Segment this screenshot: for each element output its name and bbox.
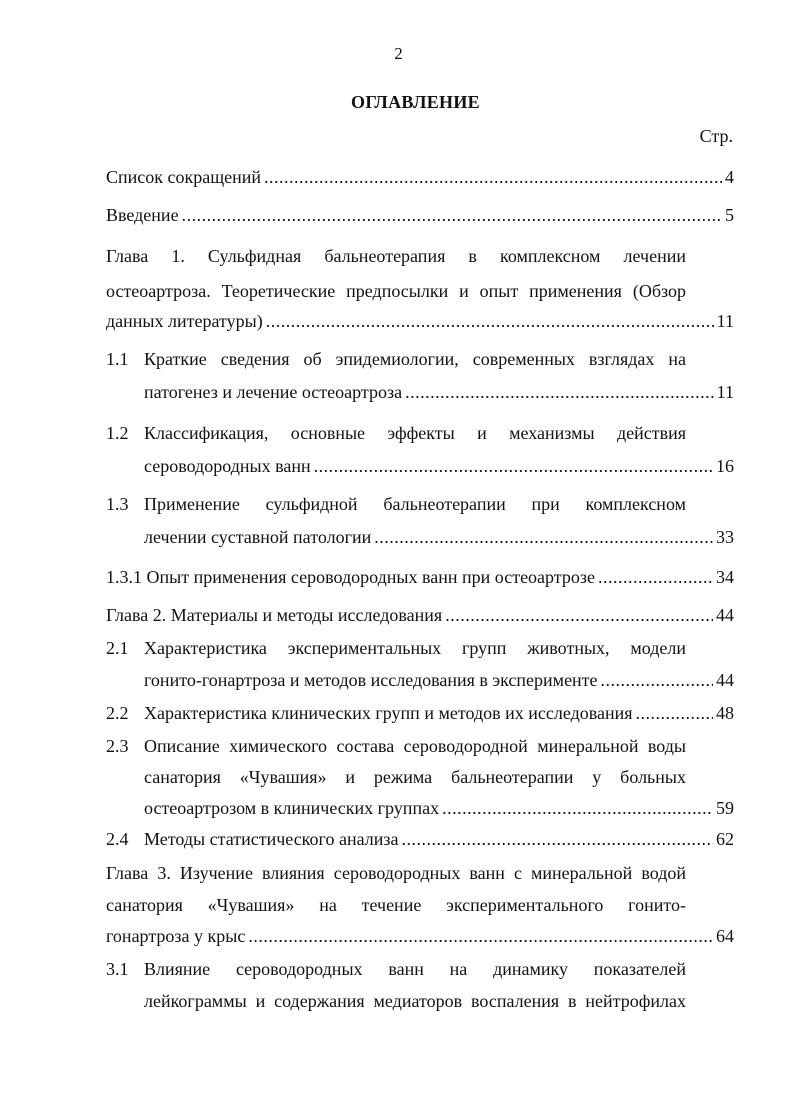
leader-dots xyxy=(598,566,713,588)
toc-entry-title: патогенез и лечение остеоартроза xyxy=(144,382,403,402)
toc-entry-page: 16 xyxy=(716,456,734,476)
toc-entry-page: 33 xyxy=(716,527,734,547)
toc-entry-title: гонартроза у крыс xyxy=(106,926,246,946)
toc-section-2-4[interactable] xyxy=(144,828,734,850)
toc-section-3-1-line1[interactable]: Влияние сероводородных ванн на динамику показателей xyxy=(144,959,686,979)
toc-chapter3-line3[interactable] xyxy=(106,925,734,947)
toc-section-1-1-line2[interactable] xyxy=(144,381,734,403)
toc-entry-title: сероводородных ванн xyxy=(144,456,311,476)
toc-entry-title: Глава 2. Материалы и методы исследования xyxy=(106,605,443,625)
toc-chapter3-line1[interactable]: Глава 3. Изучение влияния сероводородных ванн с минеральной водой xyxy=(106,863,686,883)
toc-section-2-1-line2[interactable] xyxy=(144,669,734,691)
toc-section-2-1-line1[interactable]: Характеристика экспериментальных групп животных, модели xyxy=(144,638,686,658)
section-number: 2.3 xyxy=(106,736,129,756)
toc-section-2-3-line2[interactable]: санатория «Чувашия» и режима бальнеотерапии у больных xyxy=(144,767,686,787)
leader-dots xyxy=(248,925,713,947)
toc-entry-page: 62 xyxy=(716,829,734,849)
toc-section-1-3-line2[interactable] xyxy=(144,526,734,548)
leader-dots xyxy=(442,797,713,819)
toc-section-1-1-line1[interactable]: Краткие сведения об эпидемиологии, современных взглядах на xyxy=(144,349,686,369)
toc-entry-title: остеоартрозом в клинических группах xyxy=(144,798,440,818)
toc-section-2-2[interactable] xyxy=(144,702,734,724)
toc-chapter3-line2[interactable]: санатория «Чувашия» на течение экспериментального гонито- xyxy=(106,895,686,915)
toc-entry-title: лечении суставной патологии xyxy=(144,527,372,547)
toc-section-1-3-line1[interactable]: Применение сульфидной бальнеотерапии при комплексном xyxy=(144,494,686,514)
toc-entry-title: Список сокращений xyxy=(106,167,261,187)
page-column-label: Стр. xyxy=(699,126,733,146)
section-number: 1.2 xyxy=(106,423,129,443)
page-number: 2 xyxy=(394,44,403,63)
leader-dots xyxy=(264,166,722,188)
section-number: 1.3 xyxy=(106,494,129,514)
toc-section-1-2-line1[interactable]: Классификация, основные эффекты и механизмы действия xyxy=(144,423,686,443)
toc-entry-page: 11 xyxy=(716,311,734,331)
leader-dots xyxy=(636,702,713,724)
leader-dots xyxy=(401,828,713,850)
toc-section-3-1-line2[interactable]: лейкограммы и содержания медиаторов воспаления в нейтрофилах xyxy=(144,991,686,1011)
toc-entry-title: гонито-гонартроза и методов исследования в эксперименте xyxy=(144,670,598,690)
toc-entry-abbreviations[interactable] xyxy=(106,166,734,188)
toc-entry-title: данных литературы) xyxy=(106,311,263,331)
toc-chapter1-line2[interactable]: остеоартроза. Теоретические предпосылки и опыт применения (Обзор xyxy=(106,281,686,301)
leader-dots xyxy=(182,204,722,226)
toc-entry-page: 11 xyxy=(716,382,734,402)
toc-section-2-3-line1[interactable]: Описание химического состава сероводородной минеральной воды xyxy=(144,736,686,756)
toc-chapter1-line1[interactable]: Глава 1. Сульфидная бальнеотерапия в комплексном лечении xyxy=(106,246,686,266)
toc-entry-title: Характеристика клинических групп и методов их исследования xyxy=(144,703,633,723)
section-number: 3.1 xyxy=(106,959,129,979)
toc-chapter1-line3[interactable] xyxy=(106,310,734,332)
section-number: 2.4 xyxy=(106,829,129,849)
toc-entry-page: 44 xyxy=(716,670,734,690)
toc-heading: ОГЛАВЛЕНИЕ xyxy=(351,92,480,112)
section-number: 1.1 xyxy=(106,349,129,369)
leader-dots xyxy=(266,310,714,332)
leader-dots xyxy=(405,381,714,403)
toc-entry-page: 5 xyxy=(725,205,734,225)
toc-section-1-3-1[interactable] xyxy=(106,566,734,588)
toc-entry-page: 48 xyxy=(716,703,734,723)
leader-dots xyxy=(445,604,713,626)
toc-entry-page: 44 xyxy=(716,605,734,625)
toc-chapter2[interactable] xyxy=(106,604,734,626)
section-number: 2.2 xyxy=(106,703,129,723)
toc-section-2-3-line3[interactable] xyxy=(144,797,734,819)
toc-entry-page: 34 xyxy=(716,567,734,587)
toc-entry-page: 59 xyxy=(716,798,734,818)
toc-entry-page: 4 xyxy=(725,167,734,187)
toc-entry-page: 64 xyxy=(716,926,734,946)
toc-entry-title: Методы статистического анализа xyxy=(144,829,399,849)
toc-section-1-2-line2[interactable] xyxy=(144,455,734,477)
toc-entry-title: Введение xyxy=(106,205,179,225)
toc-entry-title: 1.3.1 Опыт применения сероводородных ванн при остеоартрозе xyxy=(106,567,595,587)
leader-dots xyxy=(601,669,713,691)
section-number: 2.1 xyxy=(106,638,129,658)
leader-dots xyxy=(374,526,713,548)
toc-entry-introduction[interactable] xyxy=(106,204,734,226)
leader-dots xyxy=(314,455,713,477)
